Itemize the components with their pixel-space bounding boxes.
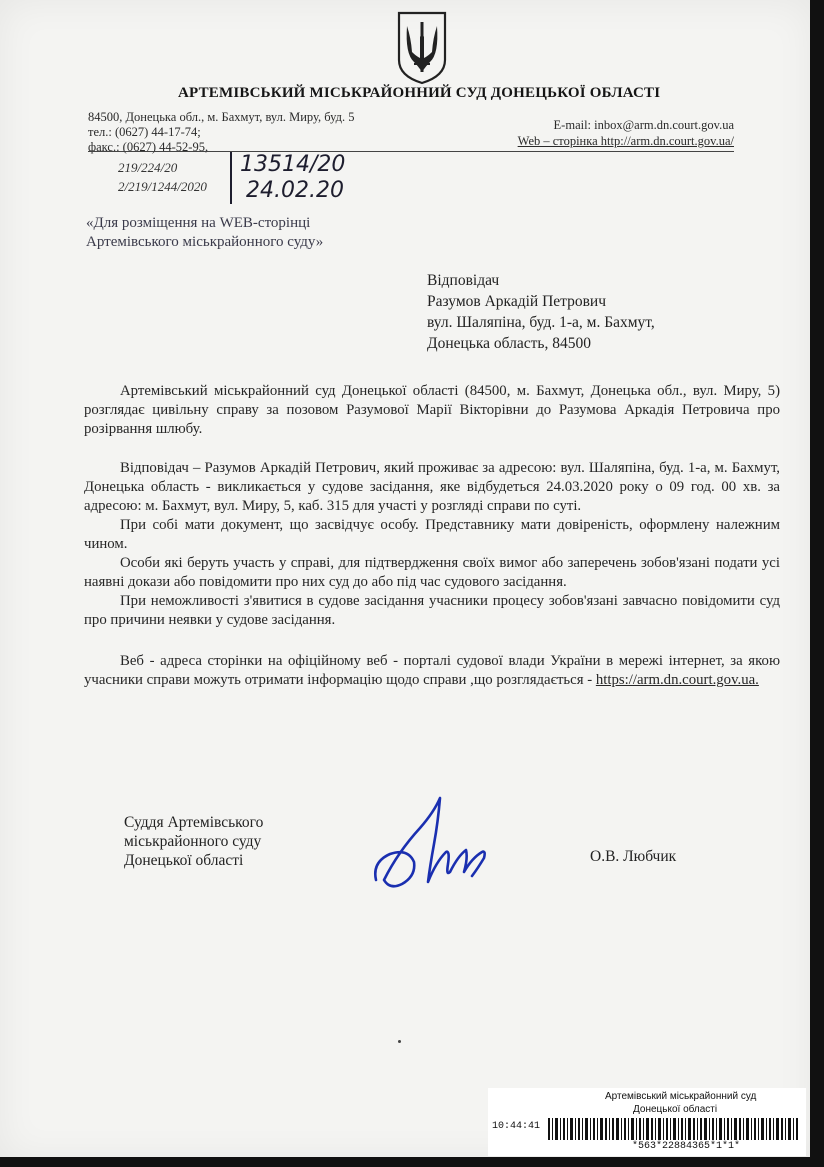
court-fax: факс.: (0627) 44-52-95,	[88, 140, 209, 154]
paragraph-summons: Відповідач – Разумов Аркадій Петрович, який проживає за адресою: вул. Шаляпіна, буд. 1-а, м. Бахмут, Донецька область - викликається у судове засідання, яке відбудеться 24.03.2020 року о 09 год. 00 хв. за адресою: м. Бахмут, вул. Миру, 5, каб. 315 для участі у розгляді справи по суті.	[84, 460, 780, 514]
court-contacts	[518, 117, 734, 149]
recipient-role: Відповідач	[427, 272, 500, 289]
hand-number: 13514/20	[240, 152, 346, 177]
letter-body	[84, 382, 780, 690]
judge-name: О.В. Любчик	[590, 848, 677, 865]
judge-title	[124, 813, 263, 870]
hand-date: 24.02.20	[246, 178, 344, 203]
recipient-block	[427, 270, 655, 354]
judge-title-line-3: Донецької області	[124, 852, 244, 869]
scan-edge-bottom	[0, 1157, 824, 1167]
court-address: 84500, Донецька обл., м. Бахмут, вул. Миру, буд. 5	[88, 110, 355, 124]
scan-edge-right	[810, 0, 824, 1167]
case-web-link[interactable]: https://arm.dn.court.gov.ua.	[595, 672, 759, 688]
barcode-code: *563*22884365*1*1*	[632, 1141, 741, 1152]
recipient-region: Донецька область, 84500	[427, 335, 591, 352]
web-address-text: Веб - адреса сторінки на офіційному веб - порталі судової влади України в мережі інтернет, за якою учасники справи можуть отримати інформацію щодо справи ,що розглядається -	[84, 653, 780, 688]
stamp-region-line: Донецької області	[633, 1104, 718, 1115]
stamp-court-line: Артемівський міськрайонний суд	[605, 1091, 757, 1102]
court-website-link[interactable]: Web – сторінка http://arm.dn.court.gov.ua/	[517, 134, 734, 148]
paragraph-absence: При неможливості з'явитися в судове засідання учасники процесу зобов'язані завчасно повідомити суд про причини неявки у судове засідання.	[84, 593, 780, 628]
court-phone: тел.: (0627) 44-17-74;	[88, 125, 201, 139]
paragraph-case: Артемівський міськрайонний суд Донецької області (84500, м. Бахмут, Донецька обл., вул. Миру, 5) розглядає цивільну справу за позовом Разумової Марії Вікторівни до Разумова Аркадія Петровича про розірвання шлюбу.	[84, 383, 780, 437]
recipient-street: вул. Шаляпіна, буд. 1-а, м. Бахмут,	[427, 314, 655, 331]
scan-speck	[398, 1040, 401, 1043]
court-title: АРТЕМІВСЬКИЙ МІСЬКРАЙОННИЙ СУД ДОНЕЦЬКОЇ ОБЛАСТІ	[178, 85, 661, 101]
paragraph-web-address	[84, 652, 780, 690]
notice-line-2: Артемівського міськрайонного суду»	[86, 234, 324, 250]
web-placement-notice	[86, 214, 323, 252]
coat-of-arms-icon	[396, 10, 448, 86]
judge-title-line-2: міськрайонного суду	[124, 833, 262, 850]
judge-title-line-1: Суддя Артемівського	[124, 814, 264, 831]
case-ref-1: 219/224/20	[118, 160, 178, 175]
court-email: E-mail: inbox@arm.dn.court.gov.ua	[553, 118, 734, 132]
handwritten-registration	[230, 152, 345, 204]
notice-line-1: «Для розміщення на WEB-сторінці	[86, 215, 311, 231]
barcode	[548, 1118, 800, 1140]
court-address-block	[88, 110, 354, 155]
stamp-time: 10:44:41	[492, 1121, 541, 1132]
header-divider	[88, 151, 734, 152]
handwritten-signature	[368, 792, 498, 902]
registration-refs	[118, 158, 207, 196]
paragraph-evidence: Особи які беруть участь у справі, для підтвердження своїх вимог або заперечень зобов'язані подати усі наявні докази або повідомити про них суд до або під час судового засідання.	[84, 555, 780, 590]
recipient-name: Разумов Аркадій Петрович	[427, 293, 607, 310]
paragraph-documents: При собі мати документ, що засвідчує особу. Представнику мати довіреність, оформлену належним чином.	[84, 517, 780, 552]
case-ref-2: 2/219/1244/2020	[118, 179, 207, 194]
